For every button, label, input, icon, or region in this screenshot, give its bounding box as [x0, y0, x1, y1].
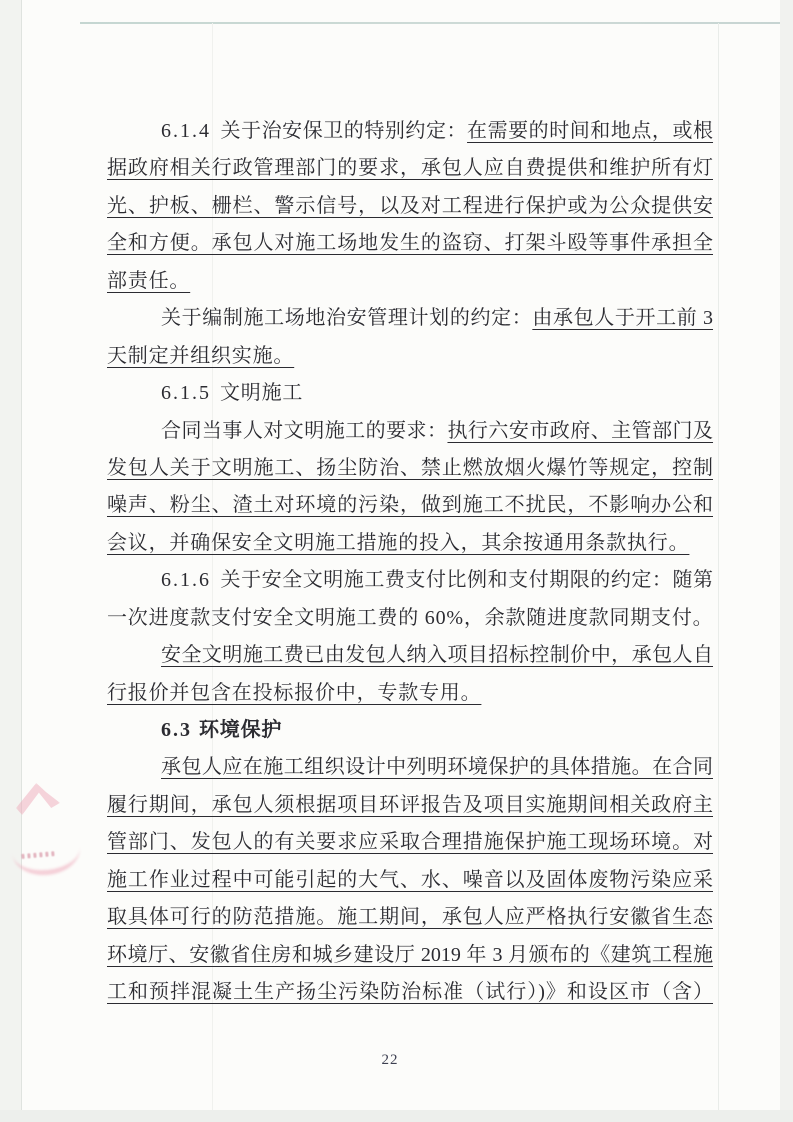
underlined-text-segment: 发包人关于文明施工、扬尘防治、禁止燃放烟火爆竹等规定，控制: [107, 456, 713, 479]
text-line: [107, 225, 713, 262]
text-segment: 环境保护: [199, 719, 283, 741]
underlined-text-segment: 安全文明施工费已由发包人纳入项目招标控制价中，承包人自: [161, 644, 713, 667]
text-line: [107, 899, 713, 936]
text-segment: 关于编制施工场地治安管理计划的约定：: [161, 307, 533, 330]
underlined-text-segment: 施工作业过程中可能引起的大气、水、噪音以及固体废物污染应采: [107, 868, 713, 891]
text-line: [107, 824, 713, 861]
text-line: [107, 525, 713, 562]
scan-edge-bottom-band: [0, 1110, 793, 1122]
underlined-text-segment: 全和方便。承包人对施工场地发生的盗窃、打架斗殴等事件承担全: [107, 232, 713, 255]
contract-text-block: [107, 113, 713, 1012]
underlined-text-segment: 执行六安市政府、主管部门及: [447, 419, 714, 442]
text-line: [107, 974, 713, 1011]
text-segment: 文明施工: [220, 382, 304, 405]
underlined-text-segment: 行报价并包含在投标报价中，专款专用。: [107, 681, 482, 704]
text-line: [107, 562, 713, 599]
text-segment: 一次进度款支付安全文明施工费的 60%，余款随进度款同期支付。: [107, 606, 714, 629]
underlined-text-segment: 光、护板、栅栏、警示信号，以及对工程进行保护或为公众提供安: [107, 194, 713, 217]
text-segment: 6.1.5: [161, 382, 211, 405]
text-line: [107, 413, 713, 450]
underlined-text-segment: 由承包人于开工前 3: [532, 307, 714, 330]
text-segment: 关于安全文明施工费支付比例和支付期限的约定：随第: [220, 569, 713, 592]
underlined-text-segment: 取具体可行的防范措施。施工期间，承包人应严格执行安徽省生态: [107, 906, 713, 929]
text-segment: 6.1.4: [161, 120, 211, 142]
text-segment: 合同当事人对文明施工的要求：: [161, 419, 448, 442]
text-line: [107, 113, 713, 150]
underlined-text-segment: 会议，并确保安全文明施工措施的投入，其余按通用条款执行。: [107, 531, 690, 554]
underlined-text-segment: 噪声、粉尘、渣土对环境的污染，做到施工不扰民，不影响办公和: [107, 494, 713, 517]
underlined-text-segment: 管部门、发包人的有关要求应采取合理措施保护施工现场环境。对: [107, 831, 713, 854]
underlined-text-segment: 环境厅、安徽省住房和城乡建设厅 2019 年 3 月颁布的《建筑工程施: [107, 943, 713, 966]
text-line: [107, 600, 713, 637]
underlined-text-segment: 在需要的时间和地点，或根: [467, 120, 714, 142]
text-line: [107, 787, 713, 824]
text-line: [107, 150, 713, 187]
text-segment: 6.1.6: [161, 569, 211, 592]
text-line: [107, 862, 713, 899]
text-line: [107, 712, 713, 749]
scan-edge-right-line: [718, 23, 719, 1110]
text-line: [107, 675, 713, 712]
underlined-text-segment: 履行期间，承包人须根据项目环评报告及项目实施期间相关政府主: [107, 793, 713, 816]
text-line: [107, 450, 713, 487]
scan-edge-right-band: [780, 0, 793, 1110]
text-line: [107, 375, 713, 412]
scan-edge-left-line: [21, 0, 22, 1110]
text-line: [107, 487, 713, 524]
text-line: [107, 300, 713, 337]
text-segment: 关于治安保卫的特别约定：: [220, 120, 468, 142]
underlined-text-segment: 部责任。: [107, 269, 191, 292]
text-line: [107, 937, 713, 974]
text-line: [107, 188, 713, 225]
text-line: [107, 637, 713, 674]
text-line: [107, 338, 713, 375]
underlined-text-segment: 工和预拌混凝土生产扬尘污染防治标准（试行）)》和设区市（含）: [107, 981, 713, 1004]
page-number: 22: [381, 1052, 399, 1068]
scan-edge-top-line: [80, 22, 793, 24]
text-line: [107, 749, 713, 786]
text-line: [107, 263, 713, 300]
underlined-text-segment: 天制定并组织实施。: [107, 344, 295, 367]
text-segment: 6.3: [161, 719, 192, 741]
underlined-text-segment: 据政府相关行政管理部门的要求，承包人应自费提供和维护所有灯: [107, 157, 713, 180]
underlined-text-segment: 承包人应在施工组织设计中列明环境保护的具体措施。在合同: [161, 756, 713, 779]
